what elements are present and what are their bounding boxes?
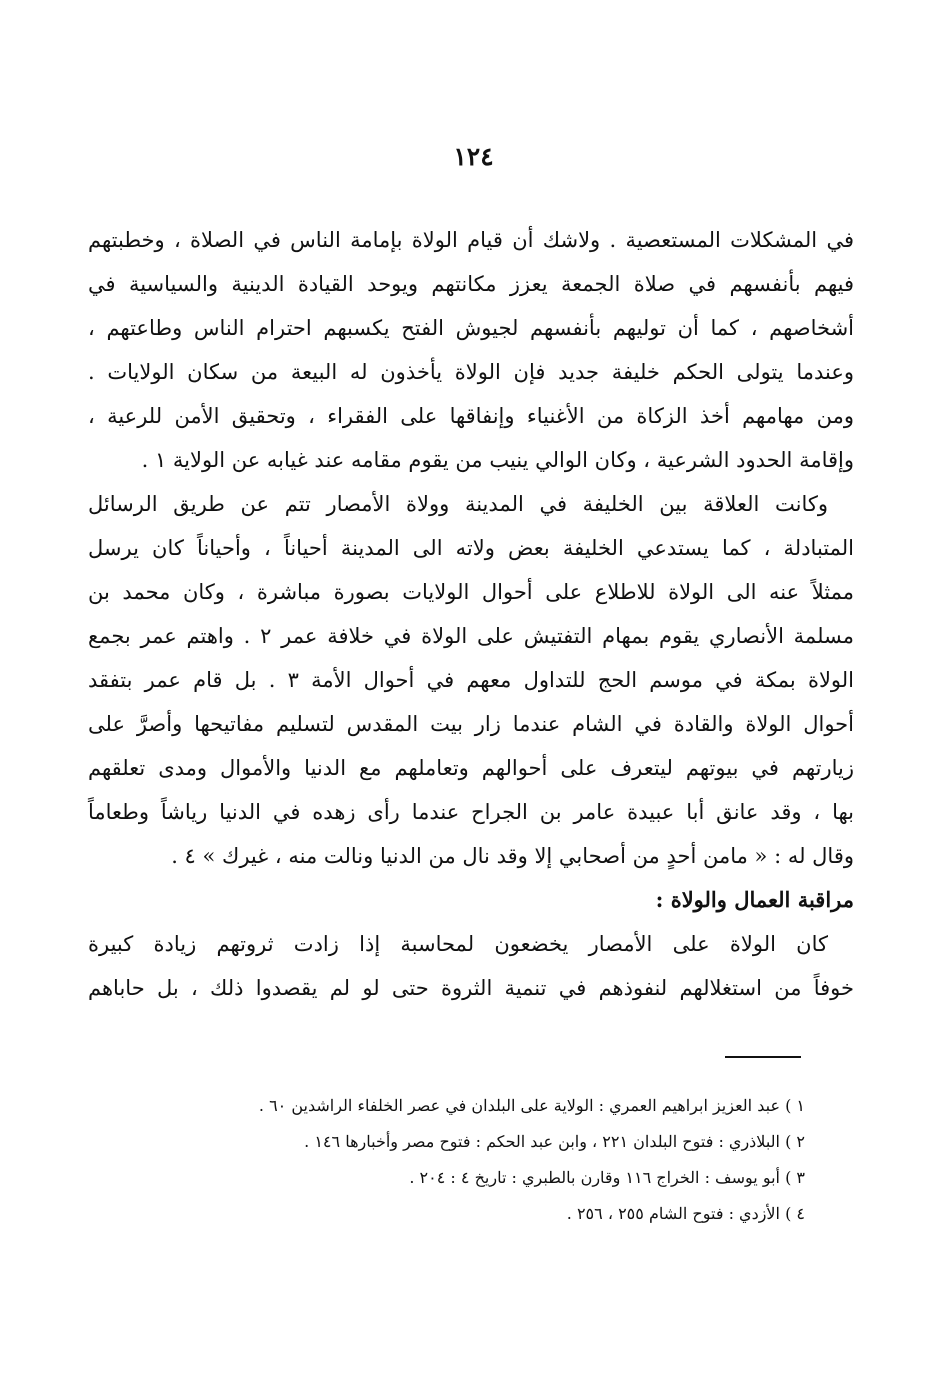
footnote: ٣ ) أبو يوسف : الخراج ١١٦ وقارن بالطبري : تاريخ ٤ : ٢٠٤ . [409, 1168, 805, 1187]
page-number: ١٢٤ [453, 142, 494, 171]
body-line: ومن مهامهم أخذ الزكاة من الأغنياء وإنفاقها على الفقراء ، وتحقيق الأمن للرعية ، [88, 404, 854, 428]
body-line: خوفاً من استغلالهم لنفوذهم في تنمية الثروة حتى لو لم يقصدوا ذلك ، بل حاباهم [88, 976, 854, 1000]
footnote: ١ ) عبد العزيز ابراهيم العمري : الولاية على البلدان في عصر الخلفاء الراشدين ٦٠ . [258, 1096, 805, 1115]
body-line: وإقامة الحدود الشرعية ، وكان الوالي ينيب من يقوم مقامه عند غيابه عن الولاية ١ . [141, 448, 854, 472]
body-line: أشخاصهم ، كما أن توليهم بأنفسهم لجيوش الفتح يكسبهم احترام الناس وطاعتهم ، [88, 316, 854, 340]
body-line: زيارتهم في بيوتهم ليتعرف على أحوالهم وتعاملهم مع الدنيا والأموال ومدى تعلقهم [88, 756, 854, 780]
section-heading: مراقبة العمال والولاة : [655, 887, 854, 912]
body-line: وكانت العلاقة بين الخليفة في المدينة وولاة الأمصار تتم عن طريق الرسائل [88, 492, 828, 516]
body-line: كان الولاة على الأمصار يخضعون لمحاسبة إذا زادت ثروتهم زيادة كبيرة [88, 932, 828, 956]
footnotes [150, 1088, 805, 1232]
footnote: ٢ ) البلاذري : فتوح البلدان ٢٢١ ، وابن عبد الحكم : فتوح مصر وأخبارها ١٤٦ . [304, 1132, 805, 1151]
footnote-divider [725, 1056, 801, 1058]
body-line: فيهم بأنفسهم في صلاة الجمعة يعزز مكانتهم ويوحد القيادة الدينية والسياسية في [88, 272, 854, 296]
body-line: وقال له : « مامن أحدٍ من أصحابي إلا وقد نال من الدنيا ونالت منه ، غيرك » ٤ . [171, 844, 854, 868]
footnote: ٤ ) الأزدي : فتوح الشام ٢٥٥ ، ٢٥٦ . [566, 1204, 805, 1223]
body-line: مسلمة الأنصاري يقوم بمهام التفتيش على الولاة في خلافة عمر ٢ . واهتم عمر بجمع [88, 624, 855, 648]
body-line: الولاة بمكة في موسم الحج للتداول معهم في أحوال الأمة ٣ . بل قام عمر بتفقد [88, 668, 854, 692]
body-text [88, 218, 854, 1010]
body-line: وعندما يتولى الحكم خليفة جديد فإن الولاة يأخذون له البيعة من سكان الولايات . [88, 360, 854, 384]
body-line: أحوال الولاة والقادة في الشام عندما زار بيت المقدس لتسليم مفاتيحها وأصرَّ على [88, 712, 854, 736]
body-line: في المشكلات المستعصية . ولاشك أن قيام الولاة بإمامة الناس في الصلاة ، وخطبتهم [88, 228, 854, 252]
body-line: المتبادلة ، كما يستدعي الخليفة بعض ولاته الى المدينة أحياناً ، وأحياناً كان يرسل [88, 536, 854, 560]
body-line: بها ، وقد عانق أبا عبيدة عامر بن الجراح عندما رأى زهده في الدنيا رياشاً وطعاماً [88, 800, 854, 824]
body-line: ممثلاً عنه الى الولاة للاطلاع على أحوال الولايات بصورة مباشرة ، وكان محمد بن [88, 580, 854, 604]
